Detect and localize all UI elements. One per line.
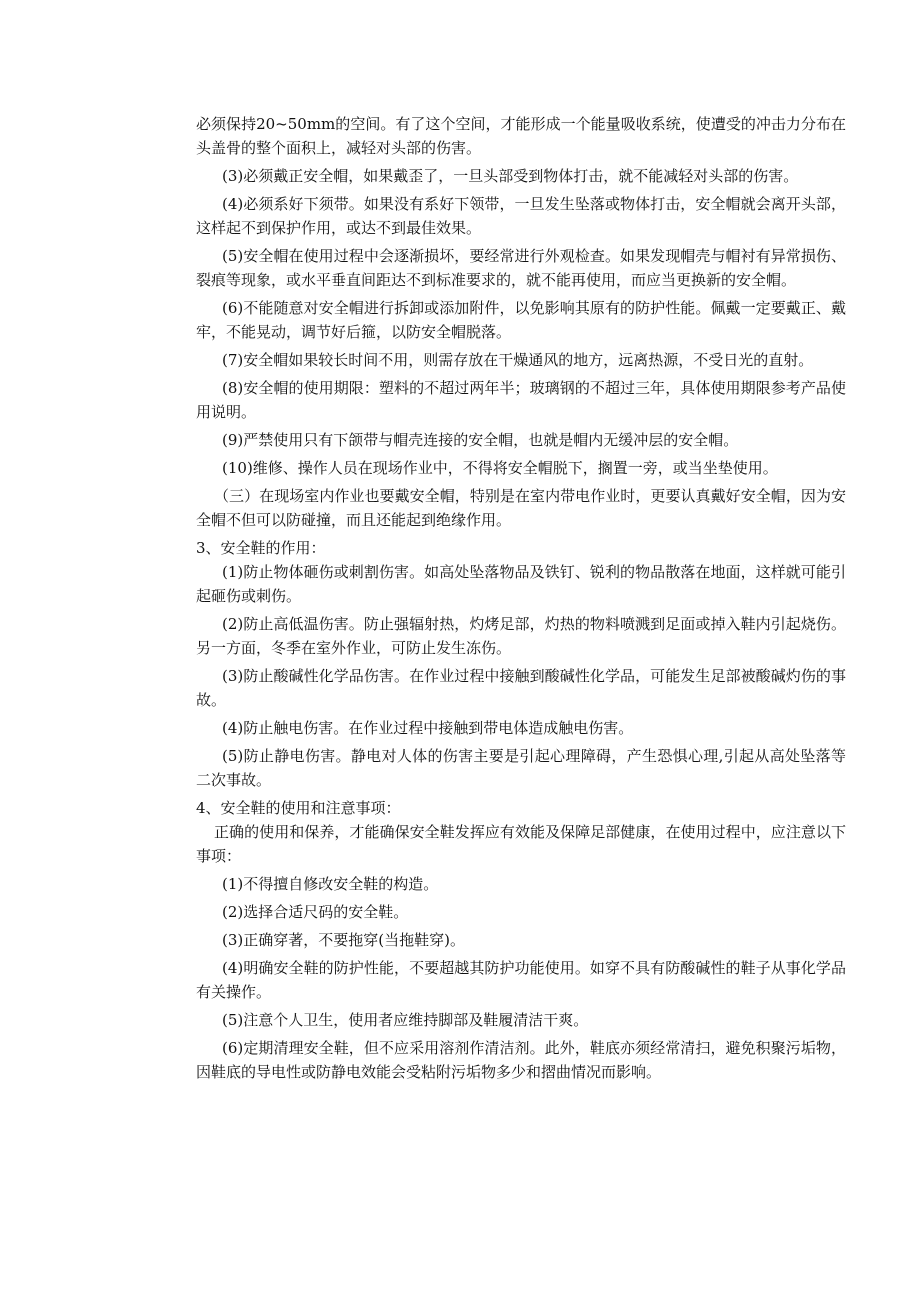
list-item-helmet-7: (7)安全帽如果较长时间不用，则需存放在干燥通风的地方，远离热源，不受日光的直射。 [222,351,814,369]
document-body [196,112,846,1088]
list-item-shoe-function-3: (3)防止酸碱性化学品伤害。在作业过程中接触到酸碱性化学品，可能发生足部被酸碱灼伤的事故。 [196,667,846,709]
paragraph-shoe-usage-intro: 正确的使用和保养，才能确保安全鞋发挥应有效能及保障足部健康，在使用过程中，应注意以下事项： [196,823,846,865]
list-item-shoe-usage-4: (4)明确安全鞋的防护性能，不要超越其防护功能使用。如穿不具有防酸碱性的鞋子从事化学品有关操作。 [196,959,846,1001]
list-item-shoe-function-2: (2)防止高低温伤害。防止强辐射热，灼烤足部，灼热的物料喷溅到足面或掉入鞋内引起烧伤。另一方面，冬季在室外作业，可防止发生冻伤。 [196,615,846,657]
list-item-helmet-10: (10)维修、操作人员在现场作业中，不得将安全帽脱下，搁置一旁，或当坐垫使用。 [222,459,778,477]
list-item-shoe-function-5: (5)防止静电伤害。静电对人体的伤害主要是引起心理障碍，产生恐惧心理,引起从高处坠落等二次事故。 [196,747,846,789]
list-item-helmet-9: (9)严禁使用只有下颌带与帽壳连接的安全帽，也就是帽内无缓冲层的安全帽。 [222,431,739,449]
list-item-shoe-usage-6: (6)定期清理安全鞋，但不应采用溶剂作清洁剂。此外，鞋底亦须经常清扫，避免积聚污垢物，因鞋底的导电性或防静电效能会受粘附污垢物多少和摺曲情况而影响。 [196,1039,846,1081]
list-item-helmet-4: (4)必须系好下须带。如果没有系好下领带，一旦发生坠落或物体打击，安全帽就会离开头部，这样起不到保护作用，或达不到最佳效果。 [196,195,846,237]
list-item-shoe-function-1: (1)防止物体砸伤或刺割伤害。如高处坠落物品及铁钉、锐利的物品散落在地面，这样就可能引起砸伤或刺伤。 [196,563,846,605]
list-item-shoe-function-4: (4)防止触电伤害。在作业过程中接触到带电体造成触电伤害。 [222,719,634,737]
list-item-shoe-usage-3: (3)正确穿著，不要拖穿(当拖鞋穿)。 [222,931,465,949]
list-item-shoe-usage-1: (1)不得擅自修改安全鞋的构造。 [222,875,439,893]
list-item-helmet-5: (5)安全帽在使用过程中会逐渐损坏，要经常进行外观检查。如果发现帽壳与帽衬有异常损伤、裂痕等现象，或水平垂直间距达不到标准要求的，就不能再使用，而应当更换新的安全帽。 [196,247,846,289]
section-heading-shoe-function: 3、安全鞋的作用： [196,539,326,557]
list-item-helmet-3: (3)必须戴正安全帽，如果戴歪了，一旦头部受到物体打击，就不能减轻对头部的伤害。 [222,167,799,185]
list-item-helmet-8: (8)安全帽的使用期限：塑料的不超过两年半；玻璃钢的不超过三年，具体使用期限参考产品使用说明。 [196,379,846,421]
list-item-shoe-usage-5: (5)注意个人卫生，使用者应维持脚部及鞋履清洁干爽。 [222,1011,589,1029]
paragraph-indoor-helmet: （三）在现场室内作业也要戴安全帽，特别是在室内带电作业时，更要认真戴好安全帽，因为安全帽不但可以防碰撞，而且还能起到绝缘作用。 [196,487,846,529]
list-item-helmet-6: (6)不能随意对安全帽进行拆卸或添加附件，以免影响其原有的防护性能。佩戴一定要戴正、戴牢，不能晃动，调节好后箍，以防安全帽脱落。 [196,299,846,341]
paragraph-helmet-space: 必须保持20~50mm的空间。有了这个空间，才能形成一个能量吸收系统，使遭受的冲击力分布在头盖骨的整个面积上，减轻对头部的伤害。 [196,115,846,157]
list-item-shoe-usage-2: (2)选择合适尺码的安全鞋。 [222,903,409,921]
section-heading-shoe-usage: 4、安全鞋的使用和注意事项： [196,799,401,817]
